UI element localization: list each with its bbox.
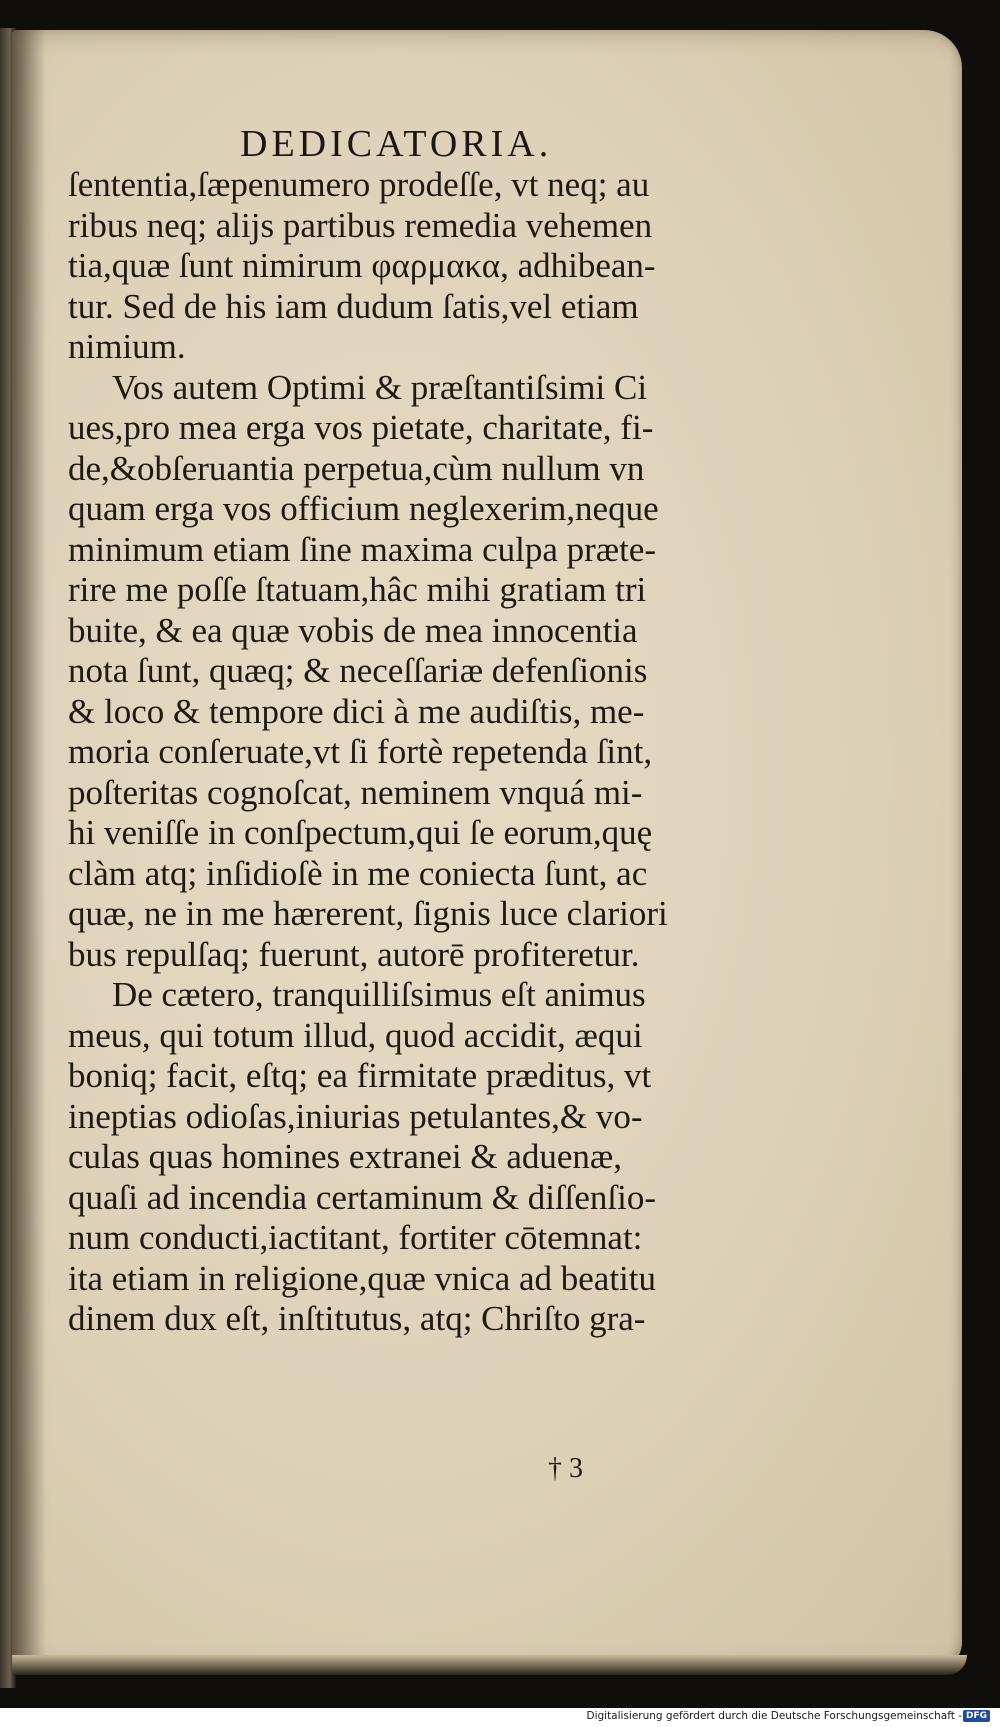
text-line: nimium.: [68, 327, 186, 366]
text-line: bus repulſaq; fuerunt, autorē profiteretur.: [68, 934, 640, 974]
text-line: minimum etiam ſine maxima culpa præte-: [68, 529, 657, 569]
text-line: ſententia,ſæpenumero prodeſſe, vt neq; au: [68, 165, 650, 204]
text-line: ita etiam in religione,quæ vnica ad beatitu: [68, 1258, 657, 1298]
text-line: tia,quæ ſunt nimirum φαρμακα, adhibean-: [68, 246, 656, 285]
text-line: ineptias odioſas,iniurias petulantes,& vo-: [68, 1096, 643, 1136]
text-line: moria conſeruate,vt ſi fortè repetenda ſint,: [68, 732, 653, 771]
text-block: [68, 165, 778, 1340]
dfg-logo: DFG: [963, 1710, 990, 1722]
text-line: buite, & ea quæ vobis de mea innocentia: [68, 610, 638, 650]
text-line: boniq; facit, eſtq; ea firmitate præditus, vt: [68, 1056, 652, 1095]
funding-credit: Digitalisierung gefördert durch die Deutsche Forschungsgemeinschaft -: [586, 1710, 962, 1722]
running-head: DEDICATORIA.: [240, 123, 553, 165]
text-line: dinem dux eſt, inſtitutus, atq; Chriſto gra-: [68, 1299, 646, 1338]
text-line: hi veniſſe in conſpectum,qui ſe eorum,quę: [68, 813, 653, 852]
text-line: num conducti,iactitant, fortiter cōtemnat:: [68, 1218, 643, 1257]
page-bottom-edge: [12, 1655, 967, 1675]
text-line: & loco & tempore dici à me audiſtis, me-: [68, 691, 645, 731]
text-line: quaſi ad incendia certaminum & diſſenſio-: [68, 1177, 657, 1217]
text-line: rire me poſſe ſtatuam,hâc mihi gratiam tri: [68, 570, 647, 609]
text-line: ribus neq; alijs partibus remedia vehemen: [68, 205, 653, 245]
text-line: ues,pro mea erga vos pietate, charitate, fi-: [68, 408, 654, 447]
text-line: poſteritas cognoſcat, neminem vnquá mi-: [68, 772, 643, 812]
text-line: quæ, ne in me hærerent, ſignis luce clariori: [68, 894, 668, 933]
text-line: De cætero, tranquilliſsimus eſt animus: [112, 975, 646, 1014]
text-line: de,&obſeruantia perpetua,cùm nullum vn: [68, 448, 645, 488]
page-gutter-shadow: [12, 30, 46, 1670]
text-line: tur. Sed de his iam dudum ſatis,vel etiam: [68, 286, 639, 326]
text-line: clàm atq; inſidioſè in me coniecta ſunt, ac: [68, 853, 648, 893]
text-line: quam erga vos officium neglexerim,neque: [68, 489, 659, 528]
text-line: Vos autem Optimi & præſtantiſsimi Ci: [112, 367, 648, 407]
signature-mark: † 3: [548, 1453, 583, 1484]
text-line: nota ſunt, quæq; & neceſſariæ defenſionis: [68, 651, 648, 690]
text-line: culas quas homines extranei & aduenæ,: [68, 1137, 623, 1176]
text-line: meus, qui totum illud, quod accidit, æqui: [68, 1015, 643, 1055]
